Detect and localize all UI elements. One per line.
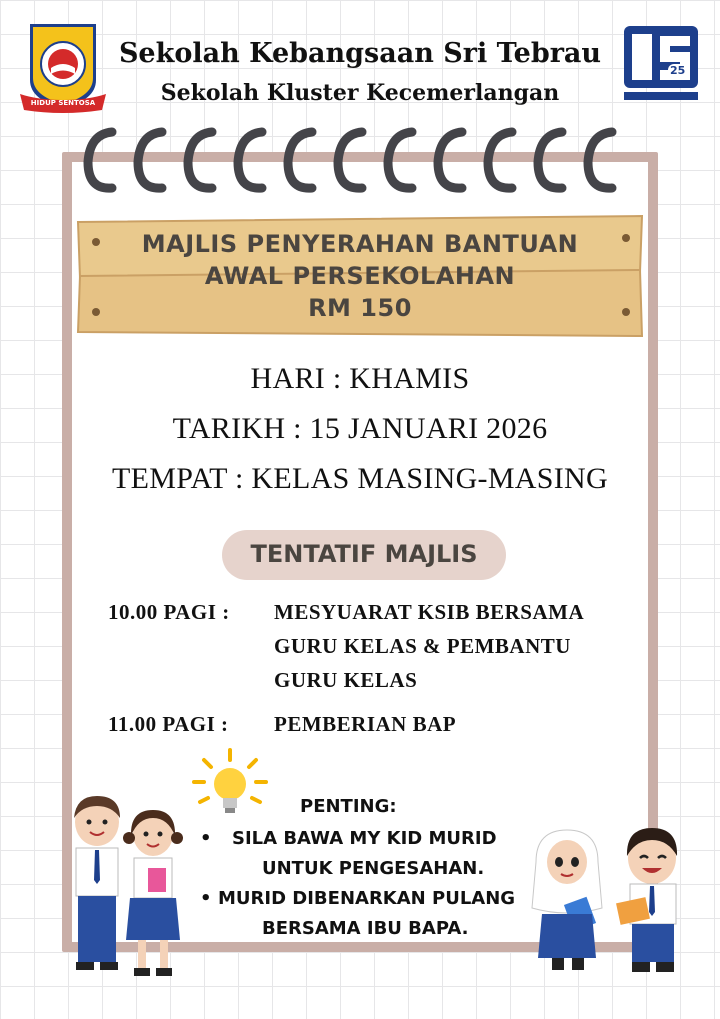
student-hijab-girl-illustration (528, 826, 606, 976)
note-2-line-2: BERSAMA IBU BAPA. (262, 918, 469, 939)
spiral-binding (72, 116, 648, 208)
school-motto: HIDUP SENTOSA (30, 99, 96, 107)
schedule-item-1-line-2: GURU KELAS & PEMBANTU (274, 634, 571, 658)
note-2-bullet: • (200, 888, 212, 909)
note-1-bullet: • (200, 828, 212, 849)
banner-line-3: RM 150 (308, 294, 412, 322)
event-place: TEMPAT : KELAS MASING-MASING (112, 462, 608, 495)
note-2-line-1: MURID DIBENARKAN PULANG (218, 888, 516, 909)
event-day: HARI : KHAMIS (250, 362, 470, 395)
program-logo (620, 22, 702, 106)
schedule-heading: TENTATIF MAJLIS (250, 540, 478, 568)
notes-title: PENTING: (300, 796, 397, 817)
school-subtitle: Sekolah Kluster Kecemerlangan (160, 80, 560, 106)
schedule-time-1: 10.00 PAGI : (108, 600, 230, 624)
student-boy-2-illustration (608, 822, 698, 976)
note-1-line-1: SILA BAWA MY KID MURID (232, 828, 497, 849)
student-girl-illustration (122, 806, 184, 978)
school-name: Sekolah Kebangsaan Sri Tebrau (118, 38, 602, 69)
banner-text (80, 228, 640, 324)
event-date: TARIKH : 15 JANUARI 2026 (172, 412, 548, 445)
banner-line-1: MAJLIS PENYERAHAN BANTUAN (141, 230, 579, 258)
note-1-line-2: UNTUK PENGESAHAN. (262, 858, 485, 879)
schedule-item-2-line-1: PEMBERIAN BAP (274, 712, 457, 736)
schedule-item-1-line-3: GURU KELAS (274, 668, 418, 692)
schedule-time-2: 11.00 PAGI : (108, 712, 229, 736)
program-logo-number: 25 (670, 64, 686, 77)
lightbulb-icon (190, 748, 270, 820)
schedule-item-1-line-1: MESYUARAT KSIB BERSAMA (274, 600, 585, 624)
banner-line-2: AWAL PERSEKOLAHAN (204, 262, 516, 290)
